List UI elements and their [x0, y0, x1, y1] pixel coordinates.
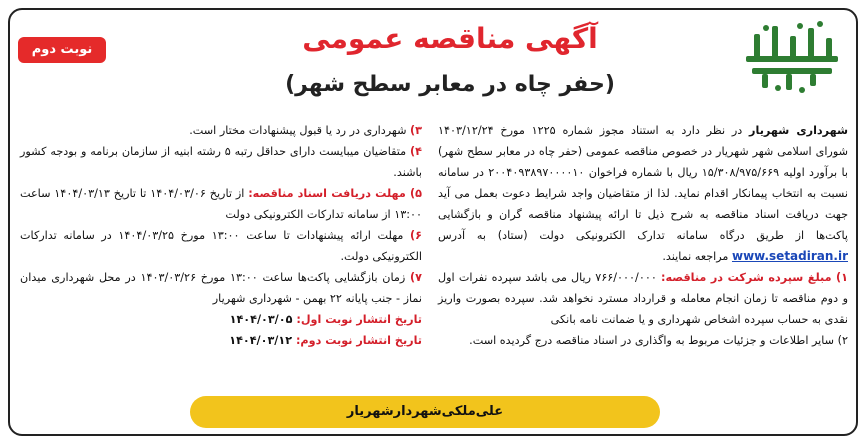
item-1-label: ۱) مبلغ سپرده شرکت در مناقصه: — [661, 271, 848, 284]
item-6 — [20, 225, 422, 267]
item-7-number: ۷) — [410, 271, 422, 284]
publish-date-2 — [20, 330, 422, 351]
publish-date-2-label: تاریخ انتشار نوبت دوم: — [295, 334, 422, 347]
org-name: شهرداری شهریار — [749, 124, 848, 137]
item-6-text: مهلت ارائه پیشنهادات تا ساعت ۱۳:۰۰ مورخ ۱۴۰۴/۰۳/۲۵ در سامانه تدارکات الکترونیکی دولت. — [20, 229, 422, 263]
notice-title: آگهی مناقصه عمومی — [302, 22, 598, 55]
notice-subtitle: (حفر چاه در معابر سطح شهر) — [285, 72, 615, 97]
item-2: ۲) سایر اطلاعات و جزئیات مربوط به واگذاری در اسناد مناقصه درج گردیده است. — [469, 334, 848, 347]
publish-date-2-value: ۱۴۰۴/۰۳/۱۲ — [229, 334, 296, 347]
intro-text: در نظر دارد به استناد مجوز شماره ۱۲۲۵ مورخ ۱۴۰۳/۱۲/۲۴ شورای اسلامی شهر شهریار در خصوص مناقصه عمومی (حفر چاه در معابر سطح شهر) با برآورد اولیه ۱۵/۳۰۸/۹۷۵/۶۶۹ ریال با شماره فراخوان ۲۰۰۴۰۹۳۸۹۷۰۰۰۰۱۰ در سامانه نسبت به انتخاب پیمانکار اقدام نماید. لذا از متقاضیان واجد شرایط دعوت بعمل می آید جهت دریافت اسناد مناقصه به شرح ذیل تا ارائه پیشنهاد مناقصه گران و بازگشایی پاکت‌ها از طریق درگاه سامانه تدارک الکترونیکی دولت (ستاد) به آدرس — [438, 124, 848, 242]
item-3 — [20, 120, 422, 141]
publish-date-1-value: ۱۴۰۴/۰۳/۰۵ — [229, 313, 297, 326]
signature-bar: علی‌ملکی‌شهردار‌شهریار — [190, 396, 660, 428]
left-column — [20, 120, 422, 351]
item-3-text: شهرداری در رد یا قبول پیشنهادات مختار است. — [189, 124, 411, 137]
item-5-text: از تاریخ ۱۴۰۴/۰۳/۰۶ تا تاریخ ۱۴۰۴/۰۳/۱۳ ساعت ۱۳:۰۰ از سامانه تدارکات الکترونیکی دولت — [20, 187, 422, 221]
intro-paragraph — [438, 120, 848, 267]
item-7 — [20, 267, 422, 309]
municipality-logo — [738, 16, 848, 96]
setad-link[interactable]: www.setadiran.ir — [731, 249, 848, 263]
item-1-text: ۷۶۶/۰۰۰/۰۰۰ ریال می باشد سپرده نفرات اول و دوم مناقصه تا زمان انجام معامله و قرارداد مسترد نخواهد شد. سپرده بصورت واریز نقدی به حساب سپرده اشخاص شهرداری و یا ضمانت نامه بانکی — [438, 271, 848, 326]
publish-date-1-label: تاریخ انتشار نوبت اول: — [296, 313, 422, 326]
item-3-number: ۳) — [410, 124, 422, 137]
intro-suffix: مراجعه نمایند. — [662, 250, 732, 263]
item-5-label: ۵) مهلت دریافت اسناد مناقصه: — [248, 187, 422, 200]
item-7-text: زمان بازگشایی پاکت‌ها ساعت ۱۳:۰۰ مورخ ۱۴۰۳/۰۳/۲۶ در محل شهرداری میدان نماز - جنب پایانه ۲۲ بهمن - شهرداری شهریار — [20, 271, 422, 305]
item-6-number: ۶) — [410, 229, 422, 242]
item-5 — [20, 183, 422, 225]
item-4-number: ۴) — [410, 145, 422, 158]
item-4 — [20, 141, 422, 183]
publish-date-1 — [20, 309, 422, 330]
item-4-text: متقاضیان میبایست دارای حداقل رتبه ۵ رشته ابنیه از سازمان برنامه و بودجه کشور باشند. — [20, 145, 422, 179]
round-badge: نوبت دوم — [18, 37, 106, 63]
right-column — [438, 120, 848, 351]
item-1 — [438, 267, 848, 330]
